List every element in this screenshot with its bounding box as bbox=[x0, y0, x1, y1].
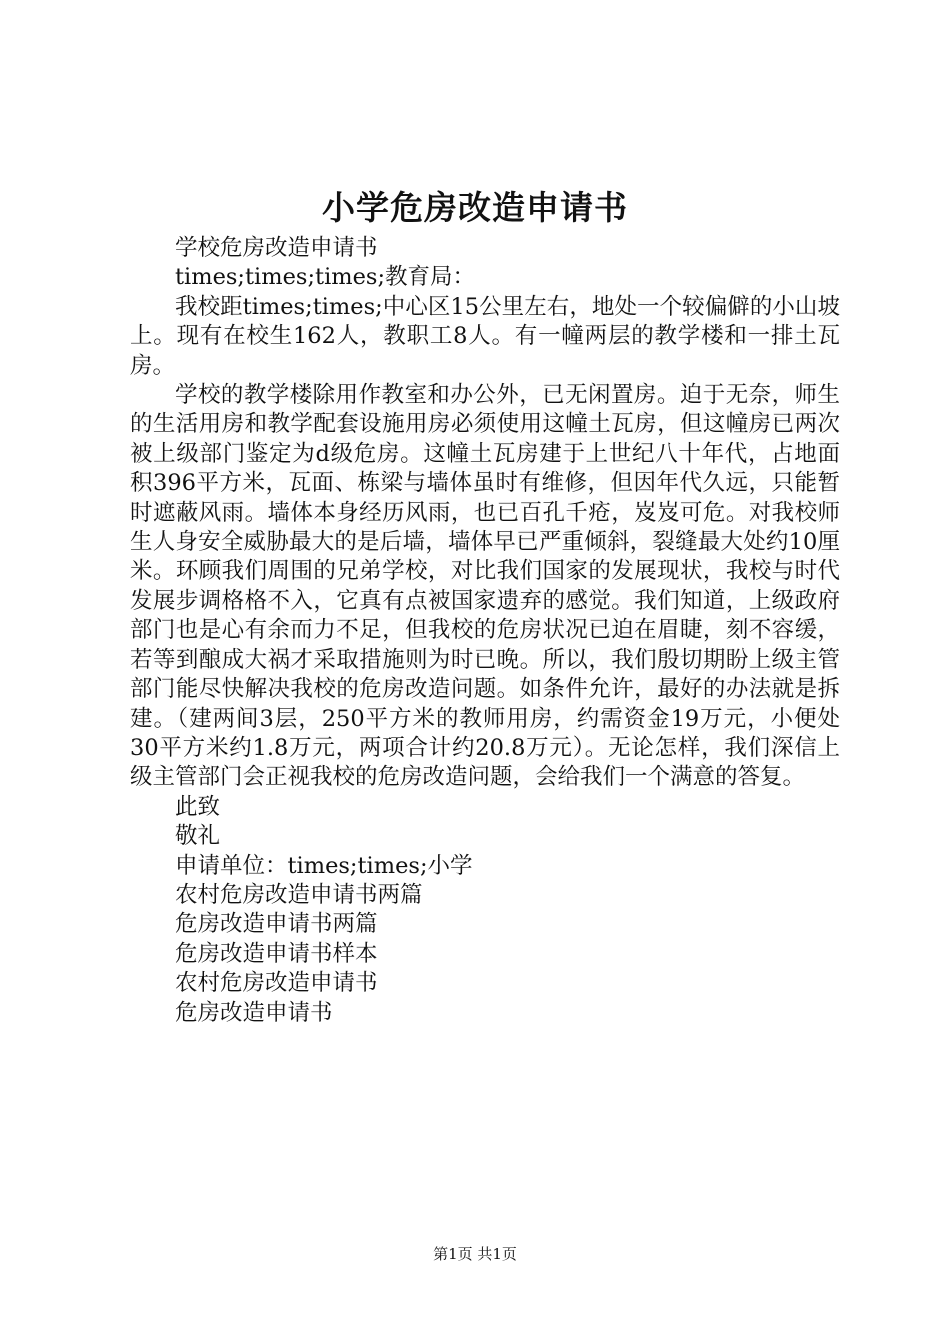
main-paragraph: 学校的教学楼除用作教室和办公外，已无闲置房。迫于无奈，师生的生活用房和教学配套设施用房必须使用这幢土瓦房，但这幢房已两次被上级部门鉴定为d级危房。这幢土瓦房建于上世纪八十年代，占地面积396平方米，瓦面、栋梁与墙体虽时有维修，但因年代久远，只能暂时遮蔽风雨。墙体本身经历风雨，也已百孔千疮，岌岌可危。对我校师生人身安全威胁最大的是后墙，墙体早已严重倾斜，裂缝最大处约10厘米。环顾我们周围的兄弟学校，对比我们国家的发展现状，我校与时代发展步调格格不入，它真有点被国家遗弃的感觉。我们知道，上级政府部门也是心有余而力不足，但我校的危房状况已迫在眉睫，刻不容缓，若等到酿成大祸才采取措施则为时已晚。所以，我们殷切期盼上级主管部门能尽快解决我校的危房改造问题。如条件允许，最好的办法就是拆建。（建两间3层，250平方米的教师用房，约需资金19万元，小便处30平方米约1.8万元，两项合计约20.8万元）。无论怎样，我们深信上级主管部门会正视我校的危房改造问题，会给我们一个满意的答复。 bbox=[130, 382, 840, 791]
applicant-line: 申请单位：times;times;小学 bbox=[175, 852, 473, 879]
related-title-5: 危房改造申请书 bbox=[175, 999, 333, 1026]
closing-line-1: 此致 bbox=[175, 793, 221, 820]
related-title-1: 农村危房改造申请书两篇 bbox=[175, 881, 423, 908]
related-title-3: 危房改造申请书样本 bbox=[175, 940, 378, 967]
document-title: 小学危房改造申请书 bbox=[322, 188, 628, 227]
page-number-footer: 第1页 共1页 bbox=[433, 1245, 517, 1263]
related-title-2: 危房改造申请书两篇 bbox=[175, 911, 378, 938]
closing-line-2: 敬礼 bbox=[175, 823, 221, 850]
salutation-line: times;times;times;教育局： bbox=[175, 264, 476, 291]
subtitle-line: 学校危房改造申请书 bbox=[175, 235, 378, 261]
intro-paragraph: 我校距times;times;中心区15公里左右，地处一个较偏僻的小山坡上。现有在校生162人，教职工8人。有一幢两层的教学楼和一排土瓦房。 bbox=[130, 293, 840, 379]
related-title-4: 农村危房改造申请书 bbox=[175, 970, 378, 997]
document-body bbox=[130, 234, 840, 1028]
